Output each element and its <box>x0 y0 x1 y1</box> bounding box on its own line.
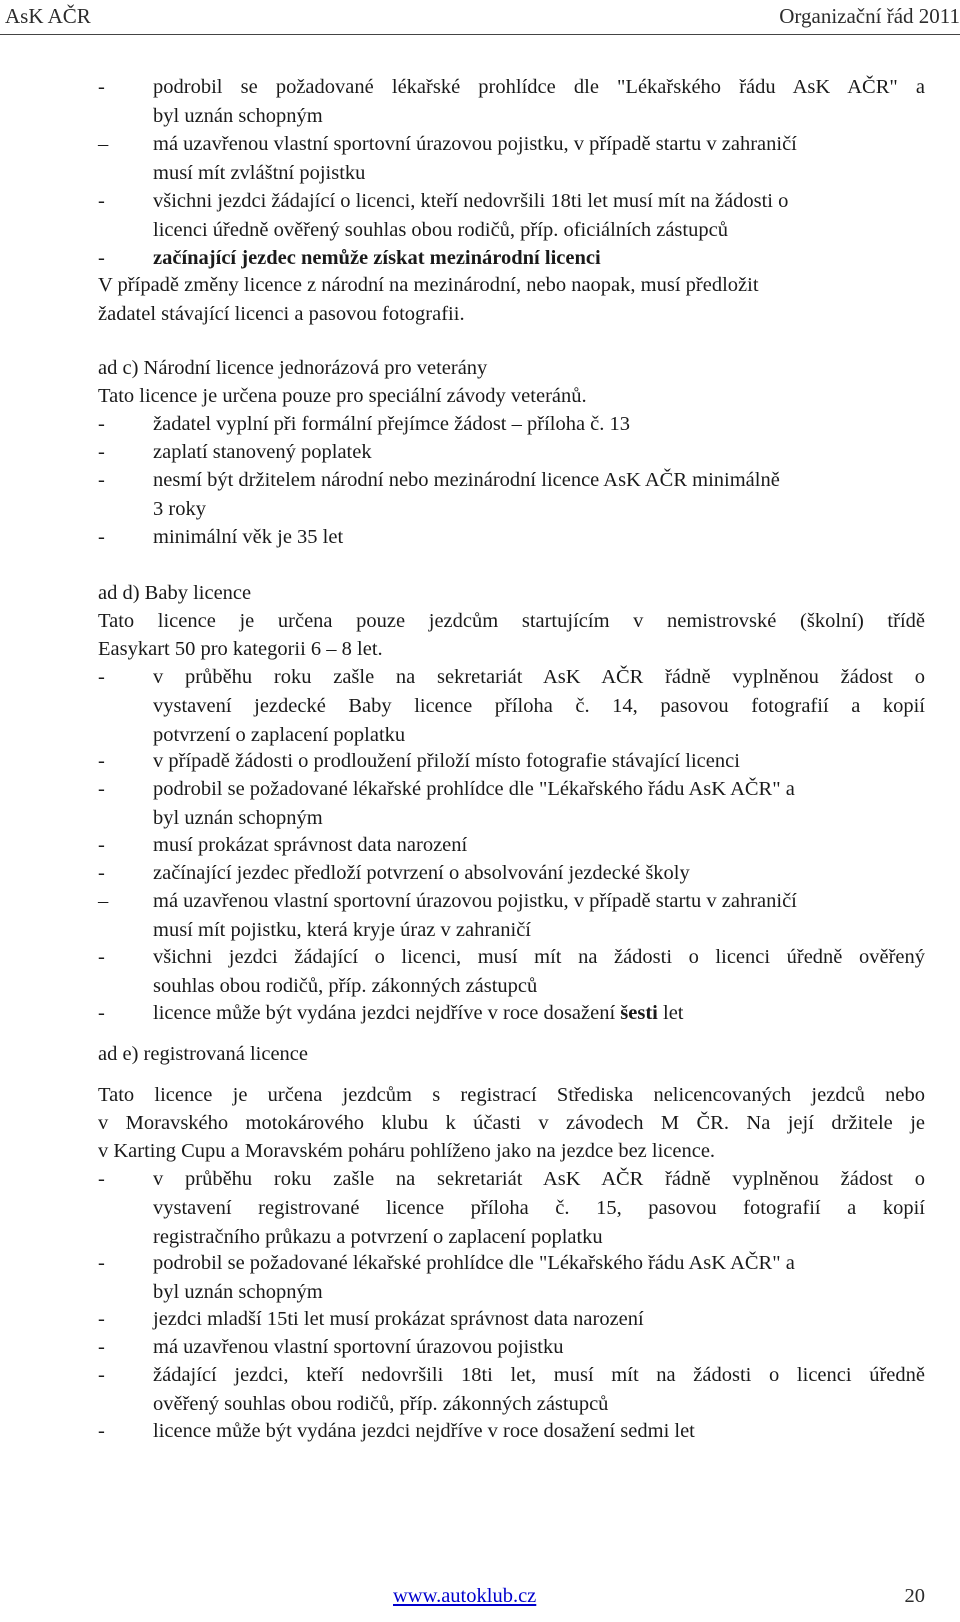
header-document-title: Organizační řád 2011 <box>779 4 960 28</box>
section-e-item-2: - podrobil se požadované lékařské prohlídce dle "Lékařského řádu AsK AČR" a byl uznán schopným <box>98 1252 795 1303</box>
section-d-item-5: - začínající jezdec předloží potvrzení o absolvování jezdecké školy <box>98 862 690 884</box>
section-e-intro-line-1: Tato licence je určena jezdcům s registrací Střediska nelicencovaných jezdců nebo <box>98 1084 925 1106</box>
page-number: 20 <box>904 1585 925 1607</box>
header-divider <box>0 34 960 35</box>
section-e-intro-line-3: v Karting Cupu a Moravském poháru pohlíženo jako na jezdce bez licence. <box>98 1140 716 1162</box>
section-c-item-3: - nesmí být držitelem národní nebo mezinárodní licence AsK AČR minimálně 3 roky <box>98 469 780 520</box>
section-e-intro-line-2: v Moravského motokárového klubu k účasti v závodech M ČR. Na její držitele je <box>98 1112 925 1134</box>
section-e-heading: ad e) registrovaná licence <box>98 1043 309 1065</box>
section-c-item-1: - žadatel vyplní při formální přejímce žádost – příloha č. 13 <box>98 413 631 435</box>
section-d-item-3: - podrobil se požadované lékařské prohlídce dle "Lékařského řádu AsK AČR" a byl uznán schopným <box>98 778 795 829</box>
section-d-item-2: - v případě žádosti o prodloužení přiloží místo fotografie stávající licenci <box>98 750 740 772</box>
section-c-item-4: - minimální věk je 35 let <box>98 526 344 548</box>
section-d-intro-line-2: Easykart 50 pro kategorii 6 – 8 let. <box>98 638 383 660</box>
section-c-item-2: - zaplatí stanovený poplatek <box>98 441 372 463</box>
footer-website-link[interactable]: www.autoklub.cz <box>393 1585 537 1607</box>
section-e-item-6: - licence může být vydána jezdci nejdříve v roce dosažení sedmi let <box>98 1420 695 1442</box>
section-d-item-1: - v průběhu roku zašle na sekretariát AsK AČR řádně vyplněnou žádost o vystavení jezdecké Baby licence příloha č. 14, pasovou fotografií a kopií potvrzení o zaplacení poplatku <box>98 666 925 746</box>
section-d-item-4: - musí prokázat správnost data narození <box>98 834 468 856</box>
section-c-heading: ad c) Národní licence jednorázová pro veterány <box>98 357 488 379</box>
section-e-item-4: - má uzavřenou vlastní sportovní úrazovou pojistku <box>98 1336 564 1358</box>
section-d-heading: ad d) Baby licence <box>98 582 252 604</box>
section-e-item-3: - jezdci mladší 15ti let musí prokázat správnost data narození <box>98 1308 644 1330</box>
section-d-intro-line-1: Tato licence je určena pouze jezdcům startujícím v nemistrovské (školní) třídě <box>98 610 925 632</box>
section-d-item-8: - licence může být vydána jezdci nejdříve v roce dosažení šesti let <box>98 1002 684 1024</box>
header-organization: AsK AČR <box>5 4 91 28</box>
list-item-beginner-restriction: - začínající jezdec nemůže získat mezinárodní licenci <box>98 247 601 269</box>
section-d-item-7: - všichni jezdci žádající o licenci, musí mít na žádosti o licenci úředně ověřený souhlas obou rodičů, příp. zákonných zástupců <box>98 946 925 997</box>
section-e-item-5: - žádající jezdci, kteří nedovršili 18ti let, musí mít na žádosti o licenci úředně ověřený souhlas obou rodičů, příp. zákonných zástupců <box>98 1364 925 1415</box>
paragraph-license-change: V případě změny licence z národní na mezinárodní, nebo naopak, musí předložit žadatel stávající licenci a pasovou fotografii. <box>98 274 759 325</box>
list-item-parental-consent: - všichni jezdci žádající o licenci, kteří nedovršili 18ti let musí mít na žádosti o licenci úředně ověřený souhlas obou rodičů, příp. oficiálních zástupců <box>98 190 789 241</box>
list-item-medical: - podrobil se požadované lékařské prohlídce dle "Lékařského řádu AsK AČR" a byl uznán schopným <box>98 76 925 127</box>
section-d-item-6: – má uzavřenou vlastní sportovní úrazovou pojistku, v případě startu v zahraničí musí mít pojistku, která kryje úraz v zahraničí <box>98 890 797 941</box>
section-c-intro: Tato licence je určena pouze pro speciální závody veteránů. <box>98 385 587 407</box>
list-item-insurance: – má uzavřenou vlastní sportovní úrazovou pojistku, v případě startu v zahraničí musí mít zvláštní pojistku <box>98 133 797 184</box>
section-e-item-1: - v průběhu roku zašle na sekretariát AsK AČR řádně vyplněnou žádost o vystavení registrované licence příloha č. 15, pasovou fotografií a kopií registračního průkazu a potvrzení o zaplacení poplatku <box>98 1168 925 1248</box>
